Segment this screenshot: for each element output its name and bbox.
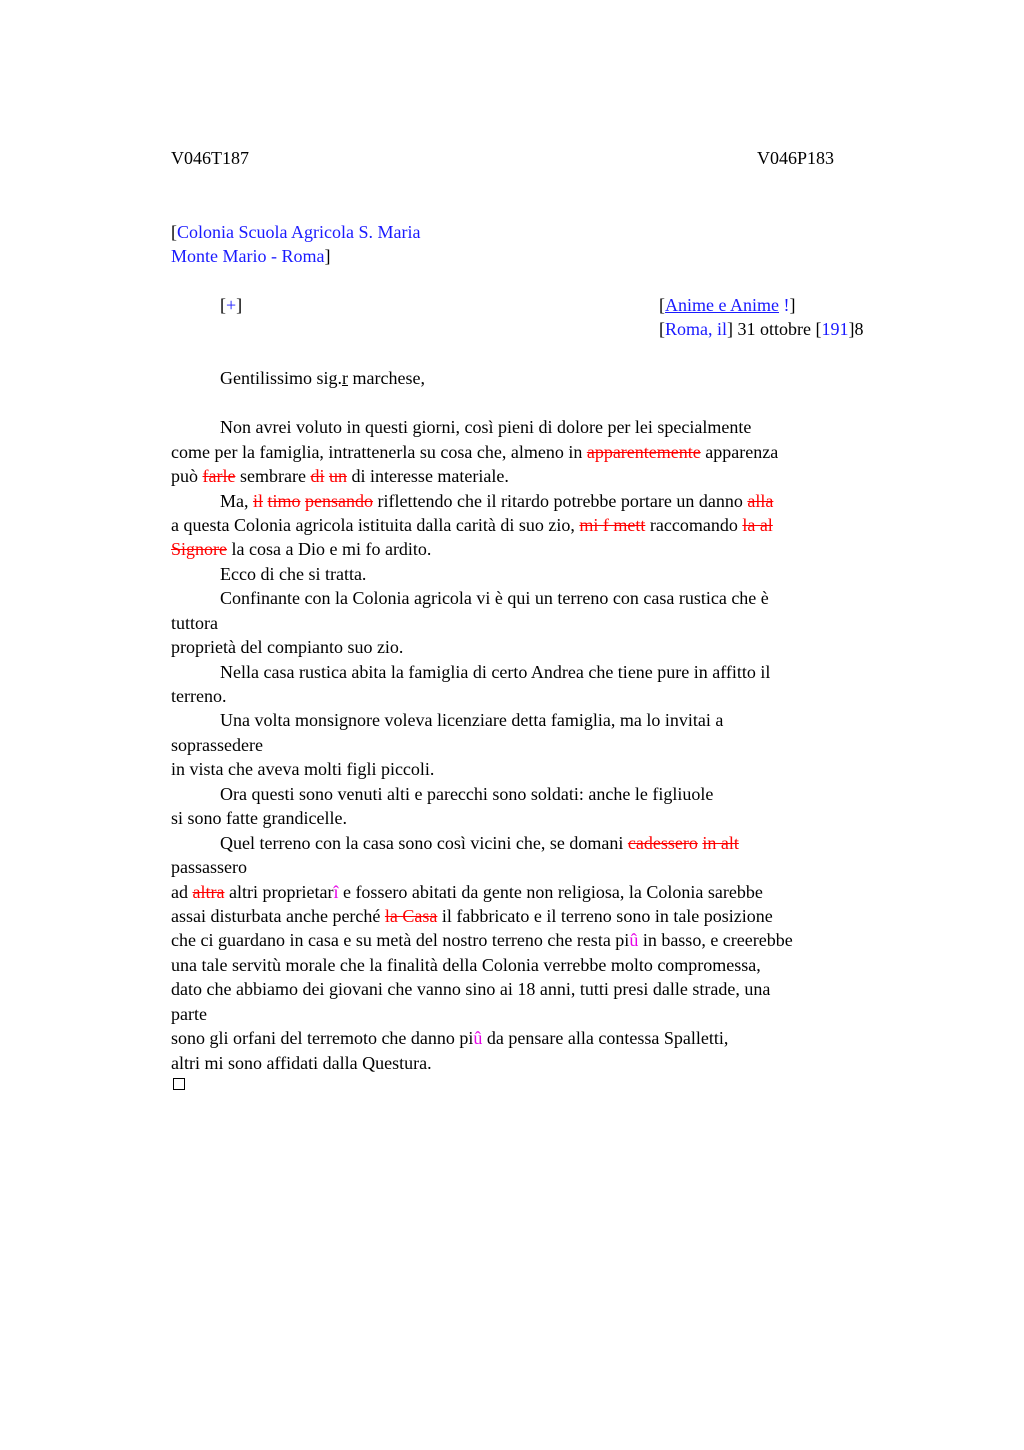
address-line-1: [Colonia Scuola Agricola S. Maria [171, 222, 421, 242]
deletion: di [310, 466, 325, 486]
body-line: proprietà del compianto suo zio. [171, 637, 404, 657]
body-line: dato che abbiamo dei giovani che vanno sino ai 18 anni, tutti presi dalle strade, una [171, 979, 771, 999]
page-end-box-icon [173, 1078, 185, 1090]
body-line: terreno. [171, 686, 227, 706]
body-line: in vista che aveva molti figli piccoli. [171, 759, 435, 779]
greeting-post: marchese, [348, 368, 425, 388]
cross-mark: [+] [220, 295, 243, 315]
body-line: che ci guardano in casa e su metà del nostro terreno che resta piû in basso, e creerebbe [171, 930, 793, 950]
deletion: alla [747, 491, 774, 511]
body-line: Confinante con la Colonia agricola vi è qui un terreno con casa rustica che è [220, 588, 769, 608]
deletion: il [253, 491, 264, 511]
greeting [220, 368, 425, 388]
body-line: sono gli orfani del terremoto che danno piû da pensare alla contessa Spalletti, [171, 1028, 729, 1048]
body-line: ad altra altri proprietarî e fossero abitati da gente non religiosa, la Colonia sarebbe [171, 882, 763, 902]
document-code-left: V046T187 [171, 148, 249, 168]
body-line: Ecco di che si tratta. [220, 564, 367, 584]
body-line: assai disturbata anche perché la Casa il fabbricato e il terreno sono in tale posizione [171, 906, 773, 926]
date-place: Roma, il [665, 319, 727, 339]
deletion: apparentemente [586, 442, 701, 462]
body-line: può farle sembrare di un di interesse materiale. [171, 466, 509, 486]
body-line: tuttora [171, 613, 218, 633]
body-line: passassero [171, 857, 247, 877]
body-line: Signore la cosa a Dio e mi fo ardito. [171, 539, 432, 559]
accent-mark: û [629, 930, 639, 950]
deletion: pensando [305, 491, 374, 511]
cross-symbol: + [226, 295, 237, 315]
deletion: timo [267, 491, 301, 511]
accent-mark: î [333, 882, 339, 902]
motto-text[interactable]: Anime e Anime [665, 295, 779, 315]
address-line-2: Monte Mario - Roma] [171, 246, 331, 266]
deletion: un [328, 466, 347, 486]
deletion: la Casa [384, 906, 438, 926]
date-day-month: 31 ottobre [733, 319, 816, 339]
deletion: mi f mett [579, 515, 646, 535]
date-year-prefix: 191 [821, 319, 849, 339]
body-line: Non avrei voluto in questi giorni, così pieni di dolore per lei specialmente [220, 417, 752, 437]
body-line: parte [171, 1004, 207, 1024]
date-line: [Roma, il] 31 ottobre [191]8 [659, 319, 864, 339]
deletion: farle [202, 466, 236, 486]
deletion: in alt [702, 833, 739, 853]
body-line: come per la famiglia, intrattenerla su cosa che, almeno in apparentemente apparenza [171, 442, 779, 462]
accent-mark: û [473, 1028, 483, 1048]
deletion: la al [742, 515, 773, 535]
document-code-right: V046P183 [757, 148, 835, 168]
date-year-suffix: 8 [854, 319, 864, 339]
body-line: Nella casa rustica abita la famiglia di certo Andrea che tiene pure in affitto il [220, 662, 771, 682]
body-line: una tale servitù morale che la finalità della Colonia verrebbe molto compromessa, [171, 955, 761, 975]
address-text-1: Colonia Scuola Agricola S. Maria [177, 222, 421, 242]
motto-exclamation: ! [783, 295, 790, 315]
body-line: Quel terreno con la casa sono così vicini che, se domani cadessero in alt [220, 833, 739, 853]
body-line: a questa Colonia agricola istituita dalla carità di suo zio, mi f mett raccomando la al [171, 515, 773, 535]
deletion: Signore [171, 539, 227, 559]
body-line: altri mi sono affidati dalla Questura. [171, 1053, 432, 1073]
address-text-2: Monte Mario - Roma [171, 246, 325, 266]
body-line: Ora questi sono venuti alti e parecchi sono soldati: anche le figliuole [220, 784, 714, 804]
body-line: Ma, il timo pensando riflettendo che il ritardo potrebbe portare un danno alla [220, 491, 774, 511]
body-line: Una volta monsignore voleva licenziare detta famiglia, ma lo invitai a [220, 710, 724, 730]
deletion: altra [192, 882, 225, 902]
deletion: cadessero [627, 833, 698, 853]
body-line: si sono fatte grandicelle. [171, 808, 347, 828]
body-line: soprassedere [171, 735, 263, 755]
greeting-pre: Gentilissimo sig. [220, 368, 343, 388]
motto: [Anime e Anime !] [659, 295, 796, 315]
greeting-abbrev: r [342, 368, 349, 388]
